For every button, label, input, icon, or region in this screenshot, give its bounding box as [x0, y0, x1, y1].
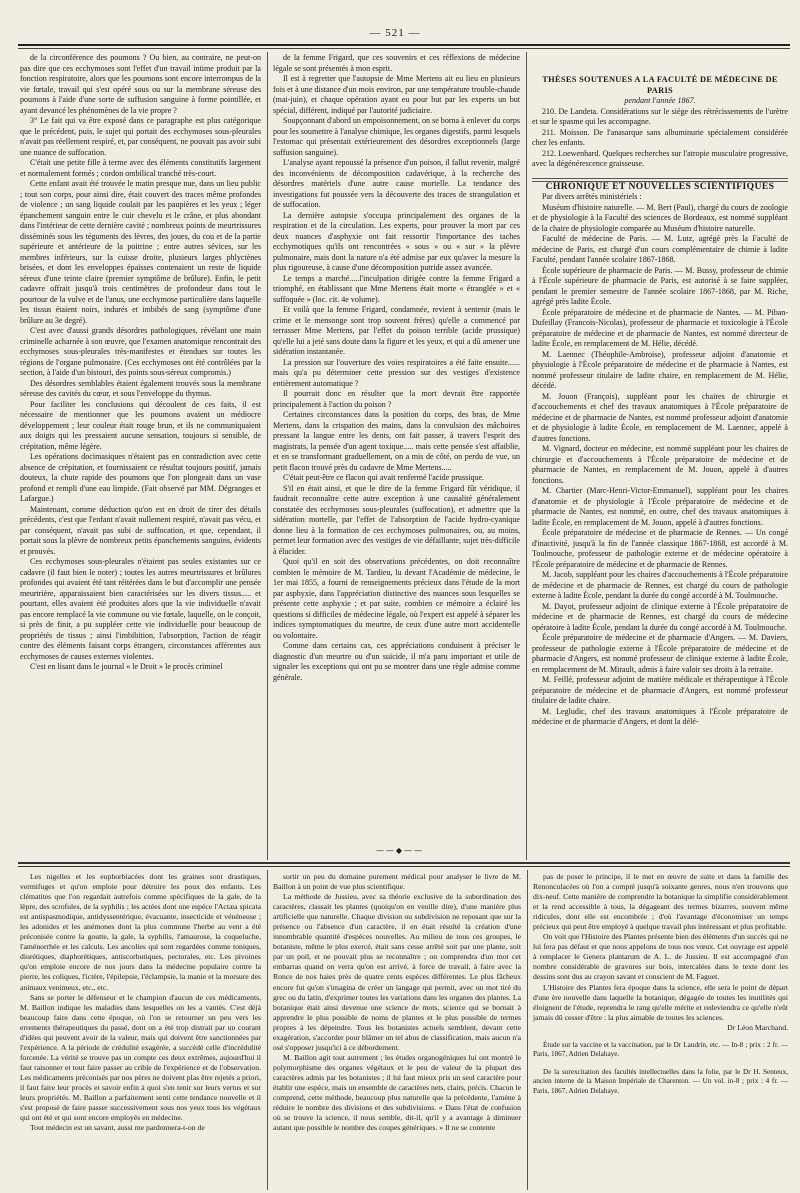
news-item: M. Jacob, suppléant pour les chaires d'accouchements à l'École préparatoire de médecine et de pharmacie de Rennes, est chargé du cours de pathologie externe à ladite École, pendant la durée du congé accordé à M. Toulmouche. — [532, 570, 788, 600]
top-column-2 — [273, 53, 520, 843]
paragraph: Les nigelles et les euphorbiacées dont les graines sont drastiques, vermifuges et qu'on emploie pour détruire les poux des enfants. Les clématites que l'on regardait autrefois comme spécifiques de la gale, de la lèpre, des scrofules, de la syphilis ; les actées dont une espèce l'Actæa spicata est antispasmodique, antidyssentérique, évacuante, insecticide et vénéneuse ; les adonides et les anémones dont la plus commune l'herbe au vent a été préconisée contre la goutte, la gale, la syphilis, l'amaurose, la coqueluche, l'aménorrhée et les calculs. Les ancolies qui sont regardées comme toniques, diurétiques, diaphorétiques, antiscorbutiques, pectorales, etc. Les pivoines qu'on emploie encore de nos jours dans la médecine populaire contre la pierre, les coliques, l'ictère, l'épilepsie, l'éclampsie, la manie et la morsure des animaux venimeux, etc., etc. — [20, 872, 261, 992]
bibliography — [533, 1041, 788, 1097]
news-item: M. Vignard, docteur en médecine, est nommé suppléant pour les chaires de chirurgie et d'accouchements à l'École préparatoire de médecine et de pharmacie de Nantes, en remplacement de M. Jouon, appelé à d'autres fonctions. — [532, 444, 788, 485]
paragraph: La méthode de Jussieu, avec sa théorie exclusive de la subordination des caractères, classait les plantes (quoiqu'on en veuille dire), d'une manière plus artificielle que naturelle. Chaque division ou subdivision ne reposant que sur la présence ou l'absence d'un caractère, il en était résulté la création d'une innombrable quantité d'espèces nouvelles. Au milieu de tous ces groupes, le botaniste, même le plus exercé, était sans cesse arrêté soit par une plante, soit par un poil, et ne pouvait plus se reconnaître ; on comprendra d'un mot cet embarras quand on verra qu'on est arrivé, à force de travail, à faire avec la Ronce de nos haies près de quatre cents espèces différentes. Le plus fâcheux encore fut qu'on s'imagina de créer un langage qui permit, avec un mot tiré du grec ou du latin, d'exprimer toutes les variations dans les organes des plantes. La botanique était ainsi devenue une science de mots, science qui se bornait à apprendre le plus possible de noms de plantes et le plus possible de termes propres à les dépeindre. Tous les botanistes actuels semblent, devant cette exagération, s'accorder pour blâmer un tel abus de classification, mais aucun n'a osé s'opposer jusqu'ici à ce débordement. — [273, 892, 521, 1052]
review-paragraphs — [533, 872, 788, 1023]
paragraph: C'est avec d'aussi grands désordres pathologiques, révélant une main criminelle acharnée à son œuvre, que l'examen anatomique rencontrait des ecchymoses sous-pleurales très-manifestes et étendues sur toutes les régions de l'organe pulmonaire. (Ces ecchymoses ont été contrôlées par la section, à l'aide d'un bistouri, des points sous-séreux compromis.) — [20, 326, 261, 377]
news-item: École préparatoire de médecine et de pharmacie de Nantes. — M. Piban-Dufeillay (Francois-Nicolas), professeur de pharmacie et toxicologie à l'École préparatoire de médecine et de pharmacie de Nantes, est nommé directeur de ladite École, en remplacement de M. Hélie, décédé. — [532, 307, 788, 348]
paragraph: On voit que l'Histoire des Plantes présente bien des éléments d'un succès qui ne lui fera pas défaut et que nous appelons de tous nos vœux. Cet ouvrage est appelé à remplacer le Genera plantarum de A. L. de Jussieu. Il est accompagné d'un nombre considérable de gravures sur bois, intercalées dans le texte dont les dessins sont dus au crayon savant et conscient de M. Faguet. — [533, 932, 788, 982]
column-divider — [527, 870, 528, 1190]
paragraph: sortir un peu du domaine purement médical pour analyser le livre de M. Baillon à un point de vue plus scientifique. — [273, 872, 521, 892]
thesis-item: 211. Moisson. De l'anasarque sans albuminurie spécialement considérée chez les enfants. — [532, 127, 788, 147]
paragraph: La dernière autopsie s'occupa principalement des organes de la respiration et de la circulation. Les experts, pour prouver la mort par ces deux nuances d'asphyxie ont fait ressortir l'importance des taches ecchymotiques qu'ils ont rencontrées « sous » ou « sur » la plèvre pulmonaire, mais dont la nature n'a été admise par eux qu'avec la mesure la plus rigoureuse, à cause d'une décomposition putride assez avancée. — [273, 210, 520, 272]
news-item: M. Laennec (Théophile-Ambroise), professeur adjoint d'anatomie et physiologie à l'École préparatoire de médecine et de pharmacie à Nantes, est nommé professeur titulaire de ladite chaire, en remplacement de M. Hélie, décédé. — [532, 349, 788, 390]
news-item: M. Dayot, professeur adjoint de clinique externe à l'École préparatoire de médecine et de pharmacie de Rennes, est chargé du cours de médecine opératoire à ladite École, pendant la durée du congé accordé à M. Toulmouche. — [532, 601, 788, 632]
news-item: École préparatoire de médecine et de pharmacie de Rennes. — Un congé d'inactivité, jusqu'à la fin de l'année classique 1867-1868, est accordé à M. Toulmouche, professeur de pathologie externe et de médecine opératoire à l'École préparatoire de médecine et de pharmacie de Rennes. — [532, 528, 788, 569]
paragraph: Les opérations docimasiques n'étaient pas en contradiction avec cette absence de crépitation, et fournissaient ce résultat toujours positif, jamais douteux, la chute rapide des poumons que l'on plongeait dans un vase profond et rempli d'une eau limpide. (Fait observé par MM. Dégranges et Lafargue.) — [20, 452, 261, 503]
section-divider — [18, 862, 790, 864]
paragraph: Quoi qu'il en soit des observations précédentes, on doit reconnaître combien le mémoire de M. Tardieu, lu devant l'Académie de médecine, le 1er mai 1855, a fourni de renseignements précieux dans l'étude de la mort par asphyxie, dans l'appréciation distinctive des nuances sous lesquelles se présente cette asphyxie ; et par suite, combien ce mémoire a éclairé les questions si difficiles de médecine légale, où l'expert est appelé à séparer les indices symptomatiques du meurtre, de ceux d'une autre mort accidentelle ou volontaire. — [273, 557, 520, 640]
paragraph: C'était une petite fille à terme avec des éléments constitutifs largement et normalement formés ; cordon ombilical tranché très-court. — [20, 158, 261, 178]
bottom-column-1 — [20, 872, 261, 1190]
paragraph: C'est en lisant dans le journal « le Droit » le procès criminel — [30, 662, 223, 671]
bottom-column-3 — [533, 872, 788, 1190]
paragraph: Soupçonnant d'abord un empoisonnement, on se borna à enlever du corps pour les soumettre à l'analyse chimique, les organes digestifs, parmi lesquels l'estomac qui présentait extérieurement des désordres exceptionnels (large suffusion sanguine). — [273, 116, 520, 157]
paragraph: de la circonférence des poumons ? Ou bien, au contraire, ne peut-on pas dire que ces ecchymoses sont l'effet d'un travail intime produit par la fonction respiratoire, alors que les poumons sont encore interrompus de la vie fœtale, travail qui s'est opéré sous ou sur la membrane séreuse des poumons à l'aide d'une sorte de suffusion sanguine à forme pointillée, et ayant devancé les phénomènes de la vie propre ? — [20, 53, 261, 115]
page-number: — 521 — — [369, 27, 421, 39]
column-divider — [526, 52, 527, 860]
news-item: M. Chartier (Marc-Henri-Victor-Emmanuel), suppléant pour les chaires d'anatomie et de physiologie à l'École préparatoire de médecine et de pharmacie de Nantes, est nommé, en outre, chef des travaux anatomiques à ladite École, en remplacement de M. Jouon, appelé à d'autres fonctions. — [532, 486, 788, 527]
paragraph: pas de poser le principe, il le met en œuvre de suite et dans la famille des Renonculacées où l'on a compté jusqu'à soixante genres, nous n'en trouvons que dix-neuf. Cette manière de comprendre la botanique la simplifie considérablement et la rend accessible à tous, la dégageant des termes bizarres, souvent même ridicules, dont elle est encombrée ; d'où l'avantage d'économiser un temps précieux qui peut être employé à quelque travail plus intéressant et plus profitable. — [533, 872, 788, 932]
paragraph: Tout médecin est un savant, aussi me pardonnera-t-on de — [30, 1123, 205, 1133]
column-divider — [267, 870, 268, 1190]
paragraph: Sans se porter le défenseur et le champion d'aucun de ces médicaments, M. Baillon indique les maladies dans lesquelles on les a vantés. C'est déjà beaucoup faire dans cette époque, où l'on se retourner un peu vers les errements thérapeutiques du passé, dont on a été trop distrait par un courant d'idées qui peuvent avoir de la valeur, mais qui doivent être sanctionnées par l'expérience. A la période de crédulité exagérée, a succédé celle d'incrédulité forcenée. La vérité se trouve pas un compte ces deux extrêmes, aujourd'hui il faut raisonner et tout faire passer au crible de l'expérience et de l'observation. Les médicaments préconisés par nos pères ne doivent plas être rejetés a priori, il faut faire leur procès et savoir enfin à quoi s'en tenir sur leurs vertus et sur leurs propriétés. M. Baillon a parfaitement senti cette tendance nouvelle et il s'est proposé de faire passer successivement sous nos yeux tous les végétaux qui ont été et qui sont encore employés en médecine. — [20, 992, 261, 1123]
signature: Dr Léon Marchand. — [727, 1022, 788, 1032]
section-divider-2 — [18, 866, 790, 867]
paragraph: L'analyse ayant repoussé la présence d'un poison, il fallut revenir, malgré des inconvénients de décomposition cadavérique, à la recherche des désordres matériels d'une autre cause mortelle. La tendance des investigations fut poussée vers la découverte des traces de strangulation et de suffocation. — [273, 158, 520, 209]
paragraph: L'Histoire des Plantes fera époque dans la science, elle sera le point de départ d'une ère nouvelle dans laquelle la botanique, dégagée de toutes les inutilités qui éloignent de l'étude, reprendra le rang qu'elle mérite et redeviendra ce qu'elle n'eût jamais dû cesser d'être : la plus aimable de toutes les sciences. — [533, 982, 788, 1022]
paragraph: M. Baillon agit tout autrement ; les études organogéniques lui ont montré le polymorphisme des organes végétaux et le peu de valeur de la plupart des caractères admis par les botanistes ; il lui faut mieux pris un seul caractère pour établir une espèce, mais un ensemble de caractères nets, clairs, précis. Chacun le comprend, cette méthode, beaucoup plus naturelle que la précédente, l'amène à réduire le nombre des divisions et des subdivisions. « Dans l'état de confusion où se trouve la science, il nous semble, dit-il, qu'il y a avantage à diminuer autant que possible le nombre des coupes génériques. » Il ne se contente — [273, 1052, 521, 1133]
end-ornament: ——◆—— — [375, 846, 425, 855]
paragraph: Le temps a marché.....l'inculpation dirigée contre la femme Frigard a triomphé, en établissant que Mme Mertens était morte « étranglée » et « suffoquée » (loc. cit. 4e volume). — [273, 273, 520, 304]
bibliography-entry: De la surexcitation des facultés intellectuelles dans la folie, par le Dr H. Senteux, ancien interne de la Maison Impériale de Charenton. — Un vol. in-8 ; prix : 4 fr. — Paris, 1867, Adrien Delahaye. — [533, 1067, 788, 1095]
header-rule-thin — [18, 48, 790, 49]
news-item: M. Feillé, professeur adjoint de matière médicale et thérapeutique à l'École préparatoire de médecine et de pharmacie d'Angers, est nommé professeur titulaire de ladite chaire. — [532, 675, 788, 705]
news-item: M. Legludic, chef des travaux anatomiques à l'École préparatoire de médecine et de pharmacie d'Angers, et dont la délé- — [532, 706, 788, 726]
paragraph: Il est à regretter que l'autopsie de Mme Mertens ait eu lieu en plusieurs fois et à une distance d'un mois environ, par une température trouble-chaude (mai-juin), et chaque opération ayant eu pour but par les experts un but spécial, différent, indiqué par l'autorité judiciaire. — [273, 74, 520, 115]
paragraph: Maintenant, comme déduction qu'on est en droit de tirer des détails précédents, c'est que l'enfant n'avait nullement respiré, n'avait pas vécu, et par conséquent, n'avait pas subi de suffocation, et que, cependant, il portait sous la plèvre de nombreux petits épanchements sanguins, évidents et prouvés. — [20, 504, 261, 556]
news-list — [532, 192, 788, 728]
paragraph: de la femme Frigard, que ces souvenirs et ces réflexions de médecine légale se sont présentés à mon esprit. — [273, 53, 520, 73]
news-item: École préparatoire de médecine et de pharmacie d'Angers. — M. Daviers, professeur de pathologie externe à l'École préparatoire de médecine et de pharmacie d'Angers, est nommé professeur de clinique externe à ladite École, en remplacement de M. Mirault, admis à faire valoir ses droits à la retraite. — [532, 633, 788, 674]
paragraph: Des désordres semblables étaient également trouvés sous la membrane séreuse des cavités du cœur, et sous l'enveloppe du thymus. — [20, 378, 261, 398]
news-item: École supérieure de pharmacie de Paris. — M. Bussy, professeur de chimie à l'École supérieure de pharmacie de Paris, est autorisé à se faire suppléer, pendant le premier semestre de l'année scolaire 1867-1868, par M. Riche, agrégé près ladite École. — [532, 265, 788, 306]
theses-subheading: pendant l'année 1867. — [624, 96, 696, 105]
top-column-3 — [532, 53, 788, 861]
news-item: Muséum d'histoire naturelle. — M. Bert (Paul), chargé du cours de zoologie et de physiologie à la Faculté des sciences de Bordeaux, est nommé suppléant de la chaire de physiologie comparée au Muséum d'histoire naturelle. — [532, 202, 788, 233]
header-rule — [18, 44, 790, 46]
paragraph: Certaines circonstances dans la position du corps, des bras, de Mme Mertens, dans la crispation des mains, dans la convulsion des mâchoires pressant la langue entre les dents, ont fait passer, à travers l'esprit des magistrats, la pensée d'un agent toxique..... mais cette pensée s'est affaiblie, et en se transformant graduellement, on a mis de côté, on perdu de vue, un petit flacon trouvé près du cadavre de Mme Mertens..... — [273, 410, 520, 472]
paragraph: Cette enfant avait été trouvée le matin presque nue, dans un lieu public ; tout son corps, pour ainsi dire, était couvert des traces même profondes de violence ; un sang liquide coulait par les paupières et les yeux ; léger épanchement sanguin entre le cuir chevelu et le crâne, et plus abondant dans l'intérieur de cette dernière cavité ; nombreux points de meurtrissures disséminés sous les téguments des lèvres, des joues, du cou et de la partie supérieure et antérieure de la poitrine ; entre autres sévices, sur les membres inférieurs, sur la cuisse droite, plusieurs larges phlyctènes brisées, et dont les enveloppes épaisses contenaient un reste de liquide séreux d'une teinte claire (premier symptôme de brûlure). Enfin, le petit cadavre offrait jusqu'à trois centimètres de profondeur dans tout le pourtour de la vulve et de l'anus, une ecchymose particulière dans laquelle les tissus étaient noirs, indurés et imbibés de sang (symptôme d'une brûlure au 3e degré). — [20, 179, 261, 325]
paragraph: Pour faciliter les conclusions qui découlent de ces faits, il est nécessaire de mentionner que les poumons avaient un médiocre développement ; leur couleur était rouge brun, et ils ne communiquaient aux doigts qui les pressaient aucune sensation, toujours si sensible, de crépitation, même légère. — [20, 399, 261, 451]
paragraph: La pression sur l'ouverture des voies respiratoires a été faite ensuite...... mais qu'a pu déterminer cette pression sur des vestiges d'existence entièrement automatique ? — [273, 357, 520, 388]
paragraph: Comme dans certains cas, ces appréciations conduisent à préciser le diagnostic d'un meurtre ou d'un suicide, il m'a paru important et utile de signaler les exceptions qui ont pu se montrer dans une règle admise comme générale. — [273, 641, 520, 682]
theses-heading: THÈSES SOUTENUES A LA FACULTÉ DE MÉDECINE DE PARIS — [542, 75, 778, 95]
paragraph: 3° Le fait qui va être exposé dans ce paragraphe est plus catégorique que le précédent, puis, le sujet qui portait des ecchymoses sous-pleurales n'avait pas réellement respiré, et, par conséquent, ne pouvait pas avoir subi une nuance de suffocation. — [20, 116, 261, 157]
thesis-item: 212. Loewenhard. Quelques recherches sur l'atropie musculaire progressive, avec la dégénérescence graisseuse. — [532, 148, 788, 168]
thesis-item: 210. De Landeta. Considérations sur le siége des rétrécissements de l'urètre et sur le spasme qui les accompagne. — [532, 106, 788, 126]
bottom-column-2 — [273, 872, 521, 1190]
bibliography-entry: Étude sur la vaccine et la vaccination, par le Dr Laudrin, etc. — In-8 ; prix : 2 fr. — Paris, 1867, Adrien Delahaye. — [533, 1040, 788, 1059]
news-item: Par divers arrêtés ministériels : — [542, 192, 642, 201]
top-column-1 — [20, 53, 261, 861]
column-divider — [267, 52, 268, 860]
paragraph: S'il en était ainsi, et que le dire de la femme Frigard fût véridique, il faudrait reconnaître cette autre exception à une causalité généralement constatée des ecchymoses sous-pleurales (suffocation), et admettre que la sidération mortelle, par l'effet de l'absorption de l'acide hydro-cyanique donne lieu à la formation de ces ecchymoses pulmonaires, ou, au moins, permet leur formation avec des vestiges de vie défaillante, sujet très-difficile à élucider. — [273, 483, 520, 556]
theses-list — [532, 107, 788, 170]
paragraph: Ces ecchymoses sous-pleurales n'étaient pas seules existantes sur ce cadavre (il faut bien le noter) ; toutes les autres meurtrissures et brûlures profondes qui avaient été tant réitérées dans le but d'accomplir une pensée meurtrière, apparaissaient bien caractérisées sur les divers tissus..... et pourtant, elles avaient été produites alors que la vie individuelle n'avait pas encore remplacé la vie commune ou vie fœtale, laquelle, on le conçoit, si près de finir, a pu suppléer cette vie individuelle pour beaucoup de propriétés de tissus ; ainsi l'imbibition, l'absorption, l'action de réagir contre des éléments faisant corps étrangers, circonstances afférentes aux ecchymoses de causes externes violentes. — [20, 557, 261, 661]
paragraph: Il pourrait donc en résulter que la mort devrait être rapportée principalement à l'action du poison ? — [273, 389, 520, 409]
news-item: M. Jouon (François), suppléant pour les chaires de chirurgie et d'accouchements et chef des travaux anatomiques à l'École préparatoire de médecine et de pharmacie de Nantes, est nommé professeur adjoint d'anatomie et de physiologie à ladite École, en remplacement de M. Laennec, appelé à d'autres fonctions. — [532, 391, 788, 443]
news-item: Faculté de médecine de Paris. — M. Lutz, agrégé près la Faculté de médecine de Paris, est chargé d'un cours complémentaire de chimie à ladite Faculté, pendant l'année scolaire 1867-1868. — [532, 234, 788, 264]
chronique-heading: CHRONIQUE ET NOUVELLES SCIENTIFIQUES — [545, 180, 775, 192]
paragraph: C'était peut-être ce flacon qui avait renfermé l'acide prussique. — [283, 473, 485, 482]
paragraph: Et voilà que la femme Frigard, condamnée, revient à sentenir (mais le crime et le mensonge sont trop souvent frères) qu'elle a commencé par terrasser Mme Mertens, par l'effet du poison terrible (acide prussique) qu'elle lui a jeté sans doute dans la figure et les yeux, et qui a dû amener une sidération instantanée. — [273, 305, 520, 356]
